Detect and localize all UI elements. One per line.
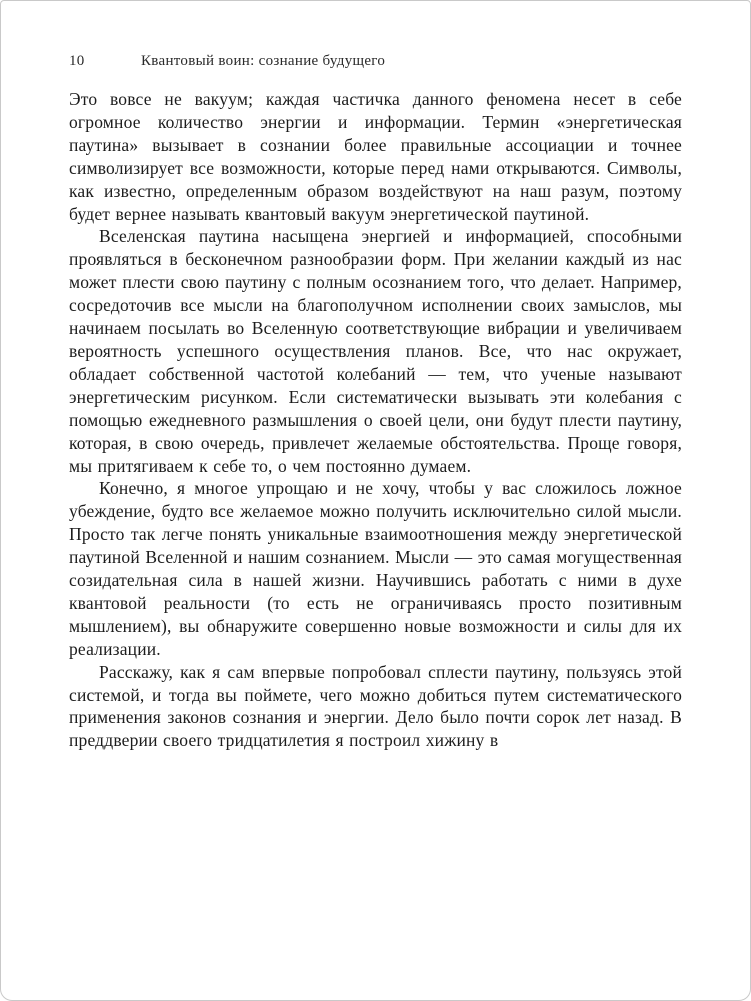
- paragraph: Это вовсе не вакуум; каждая частичка данного феномена несет в себе огромное количество энергии и информации. Термин «энергетическая паутина» вызывает в сознании более правильные ассоциации и точнее символизирует все возможности, которые перед нами открываются. Символы, как известно, определенным образом воздействуют на наш разум, поэтому будет вернее называть квантовый вакуум энергетической паутиной.: [69, 89, 682, 224]
- running-title: Квантовый воин: сознание будущего: [141, 53, 386, 69]
- paragraph: Вселенская паутина насыщена энергией и информацией, способными проявляться в бесконечном разнообразии форм. При желании каждый из нас может плести свою паутину с полным осознанием того, что делает. Например, сосредоточив все мысли на благополучном исполнении своих замыслов, мы начинаем посылать во Вселенную соответствующие вибрации и увеличиваем вероятность успешного осуществления планов. Все, что нас окружает, обладает собственной частотой колебаний — тем, что ученые называют энергетическим рисунком. Если систематически вызывать эти колебания с помощью ежедневного размышления о своей цели, они будут плести паутину, которая, в свою очередь, привлечет желаемые обстоятельства. Проще говоря, мы притягиваем к себе то, о чем постоянно думаем.: [69, 226, 682, 476]
- paragraph: Конечно, я многое упрощаю и не хочу, чтобы у вас сложилось ложное убеждение, будто все желаемое можно получить исключительно силой мысли. Просто так легче понять уникальные взаимоотношения между энергетической паутиной Вселенной и нашим сознанием. Мысли — это самая могущественная созидательная сила в нашей жизни. Научившись работать с ними в духе квантовой реальности (то есть не ограничиваясь просто позитивным мышлением), вы обнаружите совершенно новые возможности и силы для их реализации.: [69, 478, 682, 659]
- body-text: [1, 70, 750, 752]
- page-header: [1, 1, 750, 70]
- paragraph: Расскажу, как я сам впервые попробовал сплести паутину, пользуясь этой системой, и тогда вы поймете, чего можно добиться путем систематического применения законов сознания и энергии. Дело было почти сорок лет назад. В преддверии своего тридцатилетия я построил хижину в: [69, 661, 682, 751]
- page-number: 10: [69, 53, 85, 69]
